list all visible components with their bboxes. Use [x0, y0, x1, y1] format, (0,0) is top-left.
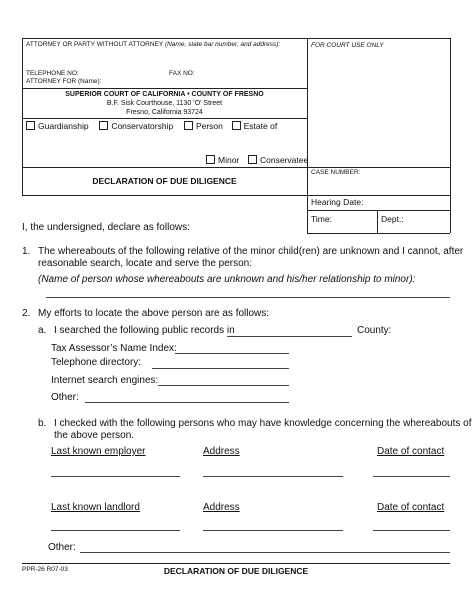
employer-field[interactable]: [51, 476, 180, 477]
landlord-header: Last known landlord: [51, 502, 140, 513]
estate-of-label: Estate of: [243, 121, 278, 131]
telephone-directory-label: Telephone directory:: [51, 357, 142, 368]
attorney-label-text: ATTORNEY OR PARTY WITHOUT ATTORNEY: [26, 41, 164, 48]
form-id: PPR-26 R07-03: [22, 566, 68, 573]
fax-label: FAX NO:: [169, 70, 195, 77]
court-address-line1: B.F. Sisk Courthouse, 1130 ‘O’ Street: [106, 100, 223, 107]
employer-address-field[interactable]: [203, 476, 343, 477]
minor-checkbox[interactable]: [206, 155, 215, 164]
minor-label: Minor: [218, 155, 240, 165]
employer-header: Last known employer: [51, 446, 146, 457]
hearing-top-border: [307, 210, 450, 211]
tax-assessor-label: Tax Assessor’s Name Index:: [51, 343, 177, 354]
footer-top-border: [22, 563, 450, 564]
attorney-label: [26, 41, 280, 48]
footer-title: DECLARATION OF DUE DILIGENCE: [163, 566, 309, 576]
matter-section-border: [22, 167, 450, 168]
minor-row: [206, 155, 308, 165]
person-label: Person: [195, 121, 223, 131]
attorney-note: (Name, state bar number, and address):: [164, 41, 281, 48]
county-label: County:: [357, 325, 392, 336]
matter-row: [26, 121, 277, 131]
conservatorship-label: Conservatorship: [111, 121, 174, 131]
attorney-for-label: ATTORNEY FOR (Name):: [26, 78, 102, 85]
header-right-border: [450, 38, 451, 233]
internet-search-field[interactable]: [158, 385, 289, 386]
item-a-text: I searched the following public records in: [54, 325, 235, 336]
employer-date-field[interactable]: [373, 476, 450, 477]
item2-number: 2.: [22, 308, 31, 319]
conservatee-label: Conservatee: [260, 155, 309, 165]
item1-line2: reasonable search, locate and serve the person:: [38, 258, 253, 269]
court-section-border: [22, 118, 307, 119]
court-address-line2: Fresno, California 93724: [126, 109, 203, 116]
conservatorship-checkbox[interactable]: [99, 121, 108, 130]
header-left-border: [22, 38, 23, 195]
court-use-divider: [307, 38, 308, 233]
attorney-section-border: [22, 88, 307, 89]
guardianship-checkbox[interactable]: [26, 121, 35, 130]
item1-number: 1.: [22, 246, 31, 257]
employer-address-header: Address: [203, 446, 240, 457]
telephone-label: TELEPHONE NO:: [26, 70, 79, 77]
landlord-address-field[interactable]: [203, 530, 343, 531]
missing-person-field[interactable]: [46, 297, 450, 298]
person-checkbox[interactable]: [184, 121, 193, 130]
landlord-date-field[interactable]: [373, 530, 450, 531]
item-b-line1: I checked with the following persons who may have knowledge concerning the whereabouts of: [54, 418, 472, 429]
county-field[interactable]: [227, 336, 352, 337]
case-number-label: CASE NUMBER:: [311, 169, 361, 176]
time-dept-divider: [377, 210, 378, 233]
item2-text: My efforts to locate the above person are as follows:: [38, 308, 270, 319]
header-top-border: [22, 38, 450, 39]
guardianship-label: Guardianship: [38, 121, 89, 131]
other-records-label: Other:: [51, 392, 79, 403]
hearing-date-label: Hearing Date:: [311, 197, 364, 207]
conservatee-checkbox[interactable]: [248, 155, 257, 164]
other-records-field[interactable]: [85, 402, 289, 403]
caption-title: DECLARATION OF DUE DILIGENCE: [92, 176, 237, 186]
other-persons-field[interactable]: [80, 552, 450, 553]
court-name: SUPERIOR COURT OF CALIFORNIA • COUNTY OF FRESNO: [65, 91, 264, 98]
telephone-directory-field[interactable]: [152, 368, 289, 369]
item1-line1: The whereabouts of the following relative of the minor child(ren) are unknown and I cannot, after: [38, 246, 464, 257]
item-b-line2: the above person.: [54, 430, 135, 441]
court-use-label: FOR COURT USE ONLY: [311, 42, 384, 49]
landlord-field[interactable]: [51, 530, 180, 531]
estate-checkbox[interactable]: [232, 121, 241, 130]
caption-bottom-border: [22, 195, 450, 196]
other-persons-label: Other:: [48, 542, 76, 553]
hearing-bottom-border: [307, 233, 450, 234]
intro-text: I, the undersigned, declare as follows:: [22, 222, 190, 233]
dept-label: Dept.:: [381, 214, 404, 224]
item-b-label: b.: [38, 418, 47, 429]
landlord-date-header: Date of contact: [377, 502, 445, 513]
internet-search-label: Internet search engines:: [51, 375, 159, 386]
employer-date-header: Date of contact: [377, 446, 445, 457]
landlord-address-header: Address: [203, 502, 240, 513]
item-a-label: a.: [38, 325, 47, 336]
item1-note: (Name of person whose whereabouts are unknown and his/her relationship to minor):: [38, 274, 416, 285]
time-label: Time:: [311, 214, 332, 224]
tax-assessor-field[interactable]: [175, 353, 289, 354]
